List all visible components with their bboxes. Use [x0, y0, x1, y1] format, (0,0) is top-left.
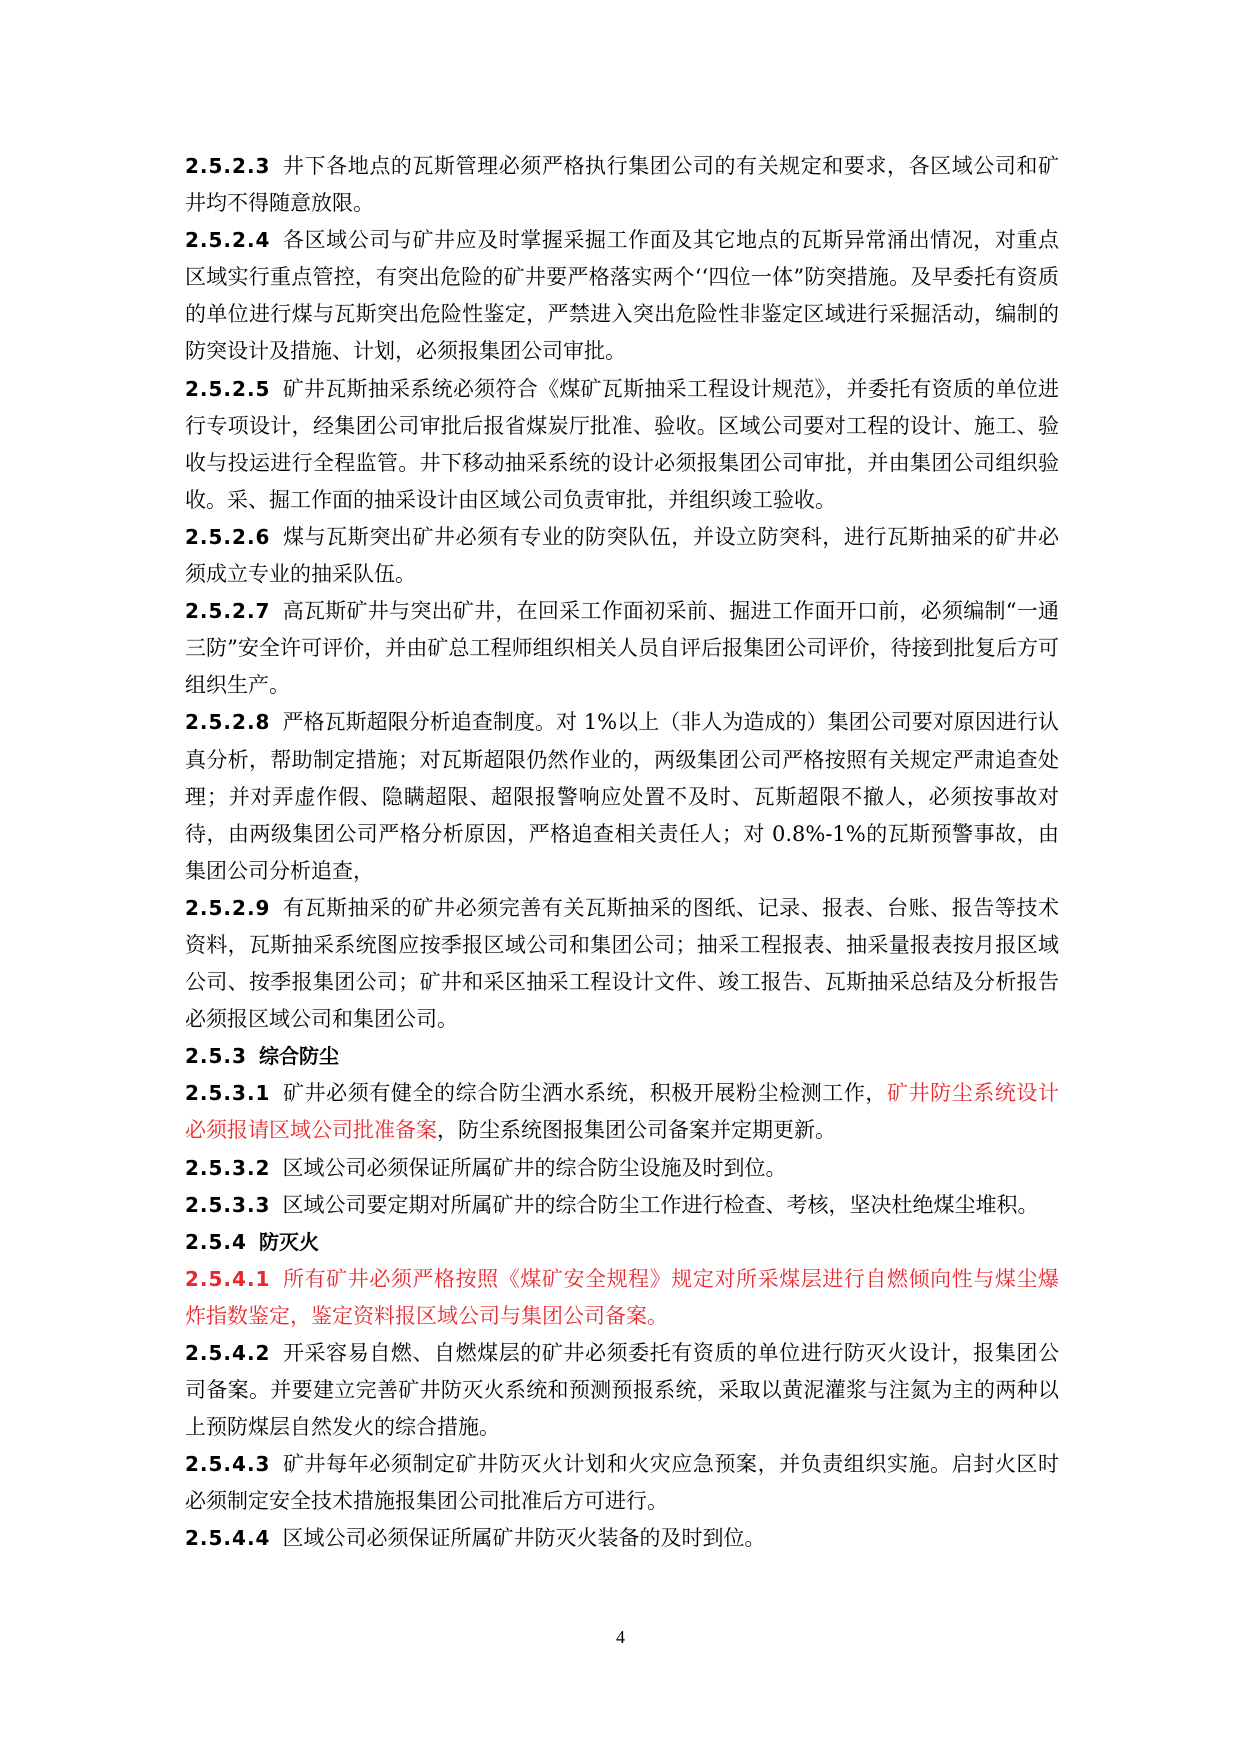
clause-number: 2.5.3.1	[185, 1081, 271, 1106]
clause-text: 开采容易自燃、自燃煤层的矿井必须委托有资质的单位进行防灭火设计，报集团公司备案。并要建立完善矿井防灭火系统和预测预报系统，采取以黄泥灌浆与注氮为主的两种以上预防煤层自然发火的综合措施。	[185, 1341, 1059, 1440]
clause-2-5-2-5	[185, 371, 1059, 519]
clause-number: 2.5.4.2	[185, 1341, 271, 1365]
clause-text: 矿井瓦斯抽采系统必须符合《煤矿瓦斯抽采工程设计规范》，并委托有资质的单位进行专项设计，经集团公司审批后报省煤炭厅批准、验收。区域公司要对工程的设计、施工、验收与投运进行全程监管。井下移动抽采系统的设计必须报集团公司审批，并由集团公司组织验收。采、掘工作面的抽采设计由区域公司负责审批，并组织竣工验收。	[185, 376, 1059, 512]
clause-text: 有瓦斯抽采的矿井必须完善有关瓦斯抽采的图纸、记录、报表、台账、报告等技术资料，瓦斯抽采系统图应按季报区域公司和集团公司；抽采工程报表、抽采量报表按月报区域公司、按季报集团公司；矿井和采区抽采工程设计文件、竣工报告、瓦斯抽采总结及分析报告必须报区域公司和集团公司。	[185, 895, 1059, 1032]
section-title: 综合防尘	[258, 1044, 339, 1069]
clause-number: 2.5.2.5	[185, 376, 271, 401]
clause-2-5-2-9	[185, 890, 1059, 1038]
clause-number: 2.5.4.3	[185, 1452, 271, 1477]
clause-2-5-4-2	[185, 1335, 1059, 1446]
clause-2-5-4-1	[185, 1261, 1059, 1335]
clause-2-5-2-6	[185, 519, 1059, 593]
clause-number: 2.5.2.4	[185, 228, 271, 253]
section-heading-2-5-3	[185, 1038, 1059, 1075]
clause-2-5-3-3	[185, 1187, 1059, 1224]
clause-text: 区域公司必须保证所属矿井的综合防尘设施及时到位。	[282, 1155, 787, 1180]
clause-text-highlight: 所有矿井必须严格按照《煤矿安全规程》规定对所采煤层进行自燃倾向性与煤尘爆炸指数鉴定，鉴定资料报区域公司与集团公司备案。	[185, 1266, 1059, 1328]
clause-text: 井下各地点的瓦斯管理必须严格执行集团公司的有关规定和要求，各区域公司和矿井均不得随意放限。	[185, 154, 1059, 216]
clause-text: 严格瓦斯超限分析追查制度。对 1%以上（非人为造成的）集团公司要对原因进行认真分析，帮助制定措施；对瓦斯超限仍然作业的，两级集团公司严格按照有关规定严肃追查处理；并对弄虚作假、隐瞒超限、超限报警响应处置不及时、瓦斯超限不撤人，必须按事故对待，由两级集团公司严格分析原因，严格追查相关责任人；对 0.8%-1%的瓦斯预警事故，由集团公司分析追查，	[185, 710, 1059, 883]
clause-2-5-4-4	[185, 1520, 1059, 1557]
clause-2-5-2-4	[185, 222, 1059, 370]
clause-2-5-3-2	[185, 1150, 1059, 1187]
clause-text: 各区域公司与矿井应及时掌握采掘工作面及其它地点的瓦斯异常涌出情况，对重点区域实行重点管控，有突出危险的矿井要严格落实两个‘‘四位一体”防突措施。及早委托有资质的单位进行煤与瓦斯突出危险性鉴定，严禁进入突出危险性非鉴定区域进行采掘活动，编制的防突设计及措施、计划，必须报集团公司审批。	[185, 228, 1059, 364]
section-number: 2.5.3	[185, 1044, 247, 1069]
clause-text: 矿井每年必须制定矿井防灭火计划和火灾应急预案，并负责组织实施。启封火区时必须制定安全技术措施报集团公司批准后方可进行。	[185, 1452, 1059, 1514]
clause-number: 2.5.4.4	[185, 1526, 271, 1551]
clause-number: 2.5.2.7	[185, 599, 271, 624]
clause-text: 高瓦斯矿井与突出矿井，在回采工作面初采前、掘进工作面开口前，必须编制“一通三防”安全许可评价，并由矿总工程师组织相关人员自评后报集团公司评价，待接到批复后方可组织生产。	[185, 599, 1059, 698]
clause-text-tail: ，防尘系统图报集团公司备案并定期更新。	[437, 1118, 836, 1143]
clause-text: 煤与瓦斯突出矿井必须有专业的防突队伍，并设立防突科，进行瓦斯抽采的矿井必须成立专业的抽采队伍。	[185, 524, 1059, 587]
clause-number: 2.5.4.1	[185, 1266, 271, 1291]
clause-text: 矿井必须有健全的综合防尘洒水系统，积极开展粉尘检测工作，	[282, 1081, 888, 1106]
clause-number: 2.5.3.2	[185, 1155, 271, 1180]
section-heading-2-5-4	[185, 1224, 1059, 1261]
clause-number: 2.5.3.3	[185, 1192, 271, 1217]
section-title: 防灭火	[258, 1229, 319, 1254]
section-number: 2.5.4	[185, 1229, 247, 1254]
clause-number: 2.5.2.3	[185, 154, 271, 178]
page-number: 4	[616, 1627, 625, 1647]
clause-text: 区域公司必须保证所属矿井防灭火装备的及时到位。	[282, 1526, 766, 1551]
clause-text: 区域公司要定期对所属矿井的综合防尘工作进行检查、考核，坚决杜绝煤尘堆积。	[282, 1192, 1039, 1217]
clause-2-5-2-8	[185, 704, 1059, 889]
clause-number: 2.5.2.9	[185, 895, 271, 920]
clause-2-5-2-7	[185, 593, 1059, 704]
document-body	[185, 148, 1059, 1558]
clause-number: 2.5.2.6	[185, 524, 271, 549]
clause-number: 2.5.2.8	[185, 710, 271, 735]
clause-2-5-2-3	[185, 148, 1059, 222]
clause-text-highlight: 矿井防尘系统设计必须报请区域公司批准备案	[185, 1081, 1060, 1143]
clause-2-5-4-3	[185, 1446, 1059, 1520]
clause-2-5-3-1	[185, 1075, 1059, 1149]
